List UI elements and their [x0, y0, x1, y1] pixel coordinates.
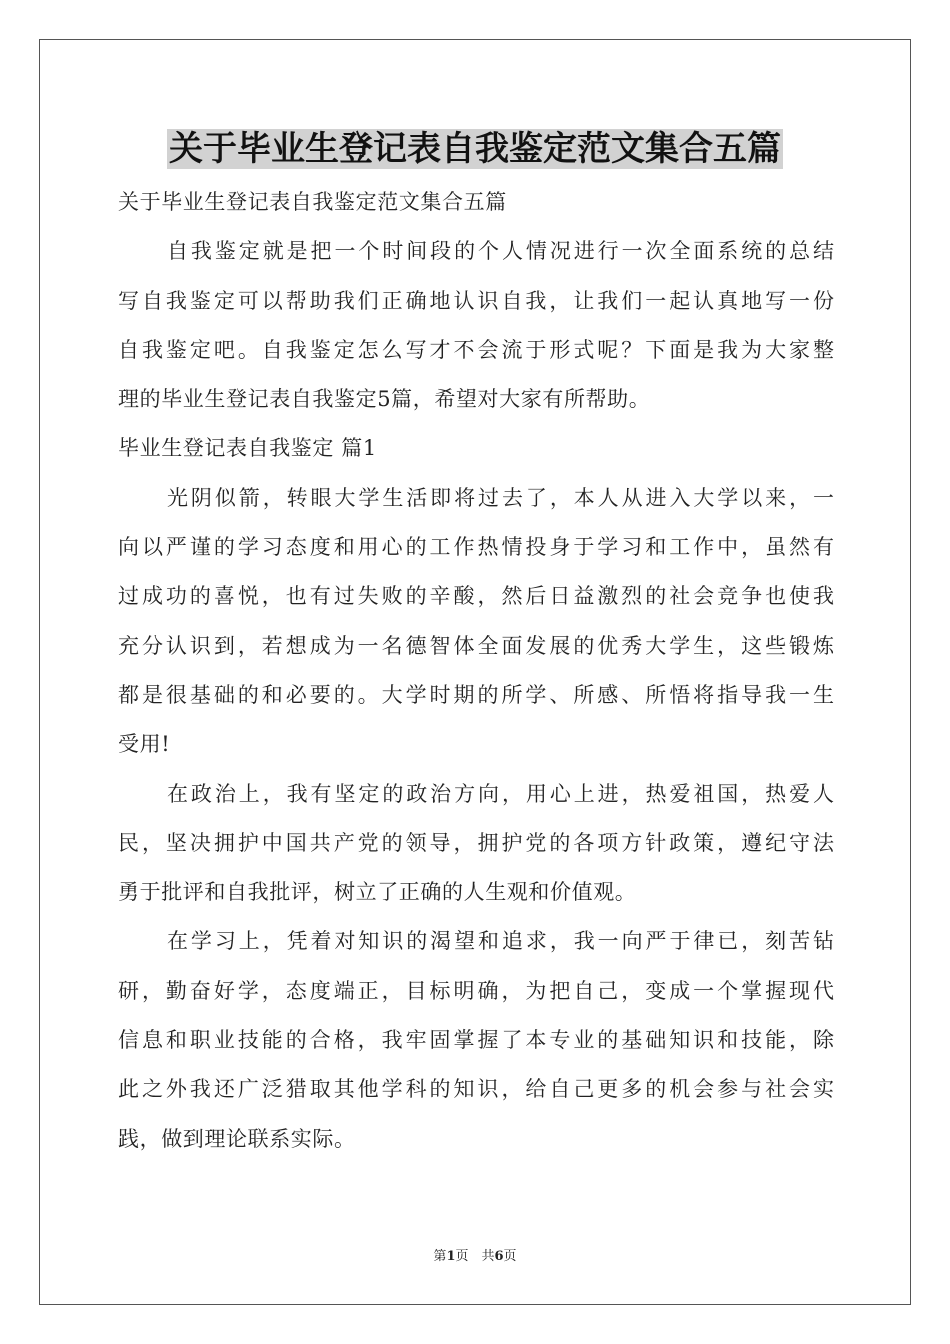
footer-page-suffix: 页 [503, 1249, 517, 1264]
footer-page-mid: 页 共 [455, 1249, 495, 1264]
intro-line: 自我鉴定就是把一个时间段的个人情况进行一次全面系统的总结 [167, 239, 834, 264]
paragraph-line: 在政治上，我有坚定的政治方向，用心上进，热爱祖国，热爱人 [167, 781, 834, 806]
paragraph-line: 都是很基础的和必要的。大学时期的所学、所感、所悟将指导我一生 [118, 682, 834, 707]
paragraph-line: 向以严谨的学习态度和用心的工作热情投身于学习和工作中，虽然有 [118, 535, 834, 560]
page-footer [0, 1248, 950, 1266]
paragraph-line: 受用! [118, 732, 171, 757]
intro-line: 理的毕业生登记表自我鉴定5篇，希望对大家有所帮助。 [118, 387, 651, 412]
footer-page-prefix: 第 [433, 1249, 447, 1264]
document-subtitle: 关于毕业生登记表自我鉴定范文集合五篇 [118, 190, 507, 214]
paragraph-line: 勇于批评和自我批评，树立了正确的人生观和价值观。 [118, 880, 637, 905]
paragraph-line: 研，勤奋好学，态度端正，目标明确，为把自己，变成一个掌握现代 [118, 978, 834, 1003]
intro-line: 自我鉴定吧。自我鉴定怎么写才不会流于形式呢？下面是我为大家整 [118, 337, 834, 362]
document-title-text: 关于毕业生登记表自我鉴定范文集合五篇 [169, 129, 781, 169]
paragraph-line: 践，做到理论联系实际。 [118, 1126, 356, 1151]
footer-page-total: 6 [494, 1249, 504, 1264]
paragraph-line: 此之外我还广泛猎取其他学科的知识，给自己更多的机会参与社会实 [118, 1077, 834, 1102]
section-heading: 毕业生登记表自我鉴定 篇1 [118, 436, 377, 461]
paragraph-line: 信息和职业技能的合格，我牢固掌握了本专业的基础知识和技能，除 [118, 1028, 834, 1053]
paragraph-line: 民，坚决拥护中国共产党的领导，拥护党的各项方针政策，遵纪守法 [118, 830, 834, 855]
paragraph-line: 光阴似箭，转眼大学生活即将过去了，本人从进入大学以来，一 [167, 485, 834, 510]
intro-line: 写自我鉴定可以帮助我们正确地认识自我，让我们一起认真地写一份 [118, 288, 834, 313]
footer-page-current: 1 [446, 1249, 456, 1264]
document-title [0, 124, 950, 174]
paragraph-line: 充分认识到，若想成为一名德智体全面发展的优秀大学生，这些锻炼 [118, 633, 834, 658]
paragraph-line: 在学习上，凭着对知识的渴望和追求，我一向严于律已，刻苦钻 [167, 929, 834, 954]
document-body [118, 178, 834, 1164]
paragraph-line: 过成功的喜悦，也有过失败的辛酸，然后日益激烈的社会竞争也使我 [118, 584, 834, 609]
